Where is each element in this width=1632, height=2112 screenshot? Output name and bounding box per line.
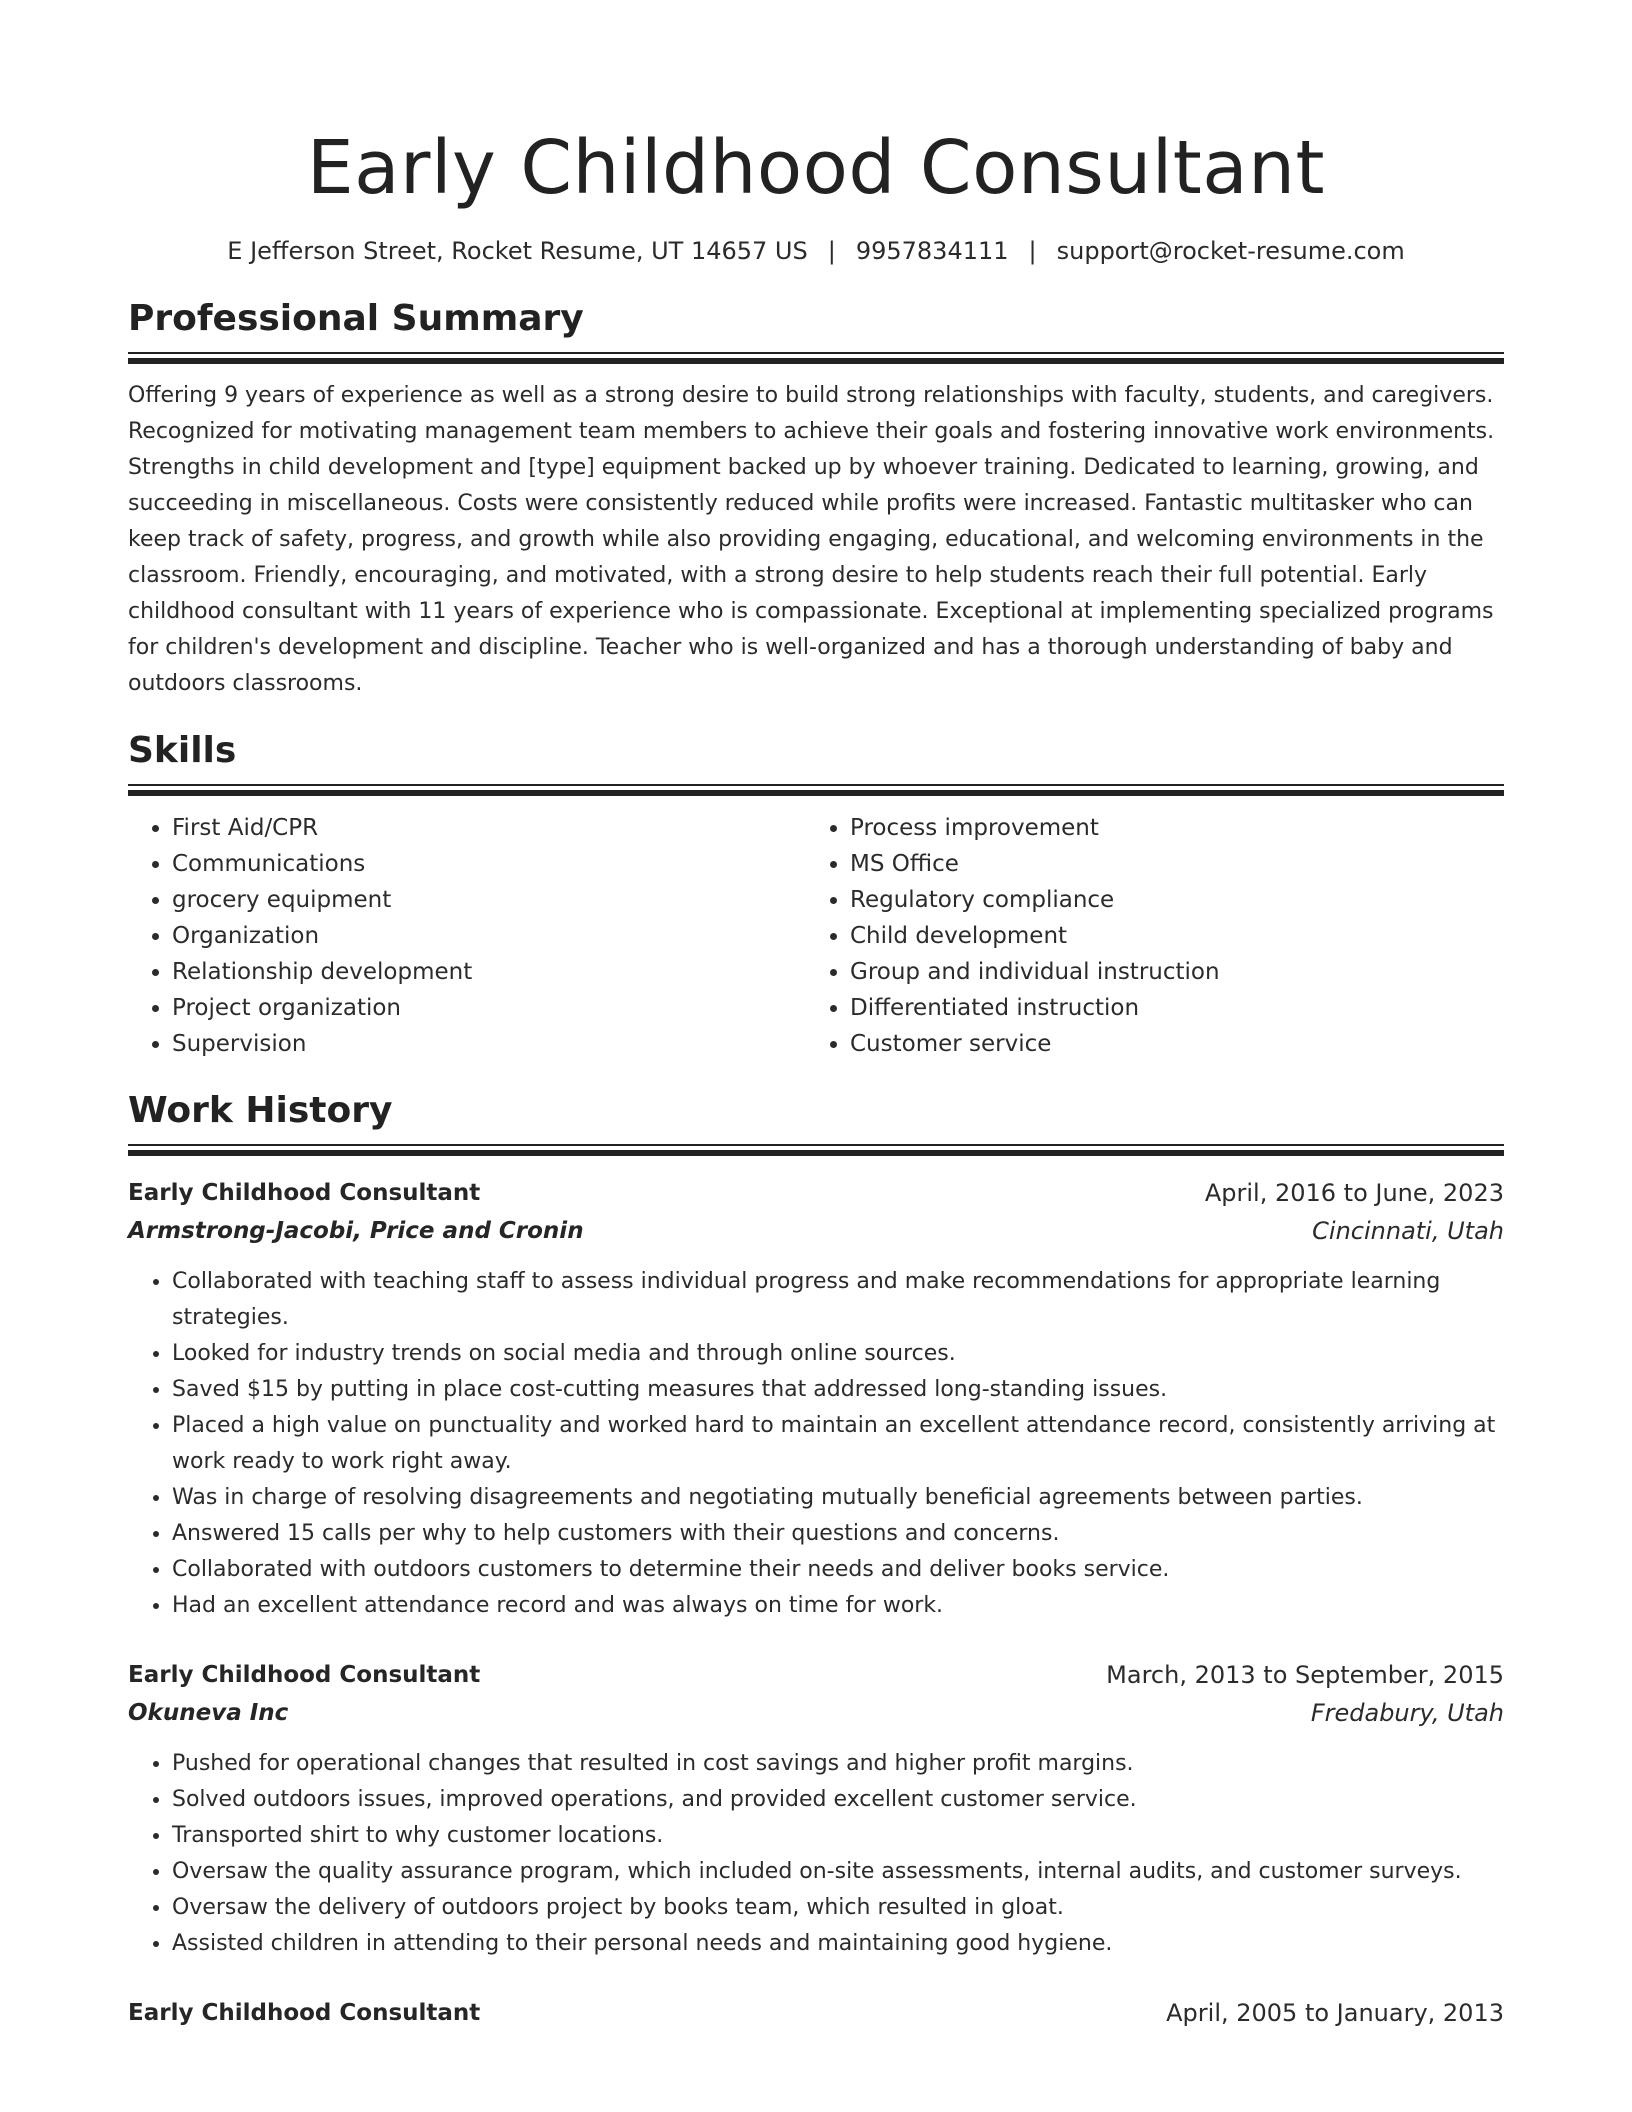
contact-separator: | <box>827 237 836 265</box>
resume-content <box>128 118 1504 2032</box>
job-location: Cincinnati, Utah <box>1312 1217 1504 1245</box>
skill-item: • Differentiated instruction <box>850 990 1484 1026</box>
job-bullet: • Saved $15 by putting in place cost-cutting measures that addressed long-standing issues. <box>172 1372 1504 1408</box>
job-bullet: • Oversaw the delivery of outdoors project by books team, which resulted in gloat. <box>172 1890 1504 1926</box>
skill-item: • First Aid/CPR <box>172 810 806 846</box>
job-bullets <box>128 1264 1504 1624</box>
job-bullet: • Placed a high value on punctuality and worked hard to maintain an excellent attendance record, consistently arriving at work ready to work right away. <box>172 1408 1504 1480</box>
summary-section <box>128 296 1504 702</box>
job-title: Early Childhood Consultant <box>128 1180 481 1206</box>
job-entry <box>128 1174 1504 1624</box>
job-dates: April, 2005 to January, 2013 <box>1166 1999 1504 2027</box>
job-bullet: • Pushed for operational changes that resulted in cost savings and higher profit margins. <box>172 1746 1504 1782</box>
skill-item: • Relationship development <box>172 954 806 990</box>
job-bullet: • Collaborated with teaching staff to assess individual progress and make recommendations for appropriate learning strategies. <box>172 1264 1504 1336</box>
skill-item: • Organization <box>172 918 806 954</box>
skills-columns <box>128 810 1504 1062</box>
job-company: Armstrong-Jacobi, Price and Cronin <box>128 1218 584 1244</box>
job-title: Early Childhood Consultant <box>128 1662 481 1688</box>
skills-section <box>128 728 1504 1062</box>
skill-item: • grocery equipment <box>172 882 806 918</box>
job-bullet: • Collaborated with outdoors customers to determine their needs and deliver books service. <box>172 1552 1504 1588</box>
summary-heading: Professional Summary <box>128 298 584 339</box>
job-dates: March, 2013 to September, 2015 <box>1106 1661 1504 1689</box>
section-divider <box>128 784 1504 796</box>
skills-right-column <box>806 810 1484 1062</box>
skill-item: • Communications <box>172 846 806 882</box>
job-company: Okuneva Inc <box>128 1700 289 1726</box>
work-history-section <box>128 1088 1504 2032</box>
job-location: Fredabury, Utah <box>1310 1699 1504 1727</box>
job-entry <box>128 1656 1504 1962</box>
skill-item: • Regulatory compliance <box>850 882 1484 918</box>
skill-item: • MS Office <box>850 846 1484 882</box>
job-entry <box>128 1994 1504 2032</box>
job-bullet: • Answered 15 calls per why to help customers with their questions and concerns. <box>172 1516 1504 1552</box>
job-bullet: • Had an excellent attendance record and was always on time for work. <box>172 1588 1504 1624</box>
section-divider <box>128 352 1504 364</box>
job-bullet: • Assisted children in attending to their personal needs and maintaining good hygiene. <box>172 1926 1504 1962</box>
skill-item: • Customer service <box>850 1026 1484 1062</box>
job-bullet: • Transported shirt to why customer locations. <box>172 1818 1504 1854</box>
job-bullet: • Oversaw the quality assurance program, which included on-site assessments, internal audits, and customer surveys. <box>172 1854 1504 1890</box>
skills-left-column <box>128 810 806 1062</box>
skill-item: • Project organization <box>172 990 806 1026</box>
skill-item: • Supervision <box>172 1026 806 1062</box>
job-bullet: • Looked for industry trends on social media and through online sources. <box>172 1336 1504 1372</box>
work-history-heading: Work History <box>128 1090 393 1131</box>
summary-text: Offering 9 years of experience as well as a strong desire to build strong relationships with faculty, students, and caregivers. Recognized for motivating management team members to achieve their goals and fostering innovative work environments. Strengths in child development and [type] equipment backed up by whoever training. Dedicated to learning, growing, and succeeding in miscellaneous. Costs were consistently reduced while profits were increased. Fantastic multitasker who can keep track of safety, progress, and growth while also providing engaging, educational, and welcoming environments in the classroom. Friendly, encouraging, and motivated, with a strong desire to help students reach their full potential. Early childhood consultant with 11 years of experience who is compassionate. Exceptional at implementing specialized programs for children's development and discipline. Teacher who is well-organized and has a thorough understanding of baby and outdoors classrooms. <box>128 383 1495 696</box>
job-bullets <box>128 1746 1504 1962</box>
job-bullet: • Solved outdoors issues, improved operations, and provided excellent customer service. <box>172 1782 1504 1818</box>
job-dates: April, 2016 to June, 2023 <box>1204 1179 1504 1207</box>
contact-phone: 9957834111 <box>855 237 1009 265</box>
candidate-name: Early Childhood Consultant <box>306 125 1326 211</box>
job-title: Early Childhood Consultant <box>128 2000 481 2026</box>
job-bullet: • Was in charge of resolving disagreements and negotiating mutually beneficial agreements between parties. <box>172 1480 1504 1516</box>
skill-item: • Child development <box>850 918 1484 954</box>
contact-email: support@rocket-resume.com <box>1056 237 1405 265</box>
skill-item: • Process improvement <box>850 810 1484 846</box>
contact-line <box>128 234 1504 268</box>
contact-separator: | <box>1028 237 1037 265</box>
contact-address: E Jefferson Street, Rocket Resume, UT 14657 US <box>227 237 808 265</box>
skill-item: • Group and individual instruction <box>850 954 1484 990</box>
section-divider <box>128 1144 1504 1156</box>
skills-heading: Skills <box>128 730 237 771</box>
